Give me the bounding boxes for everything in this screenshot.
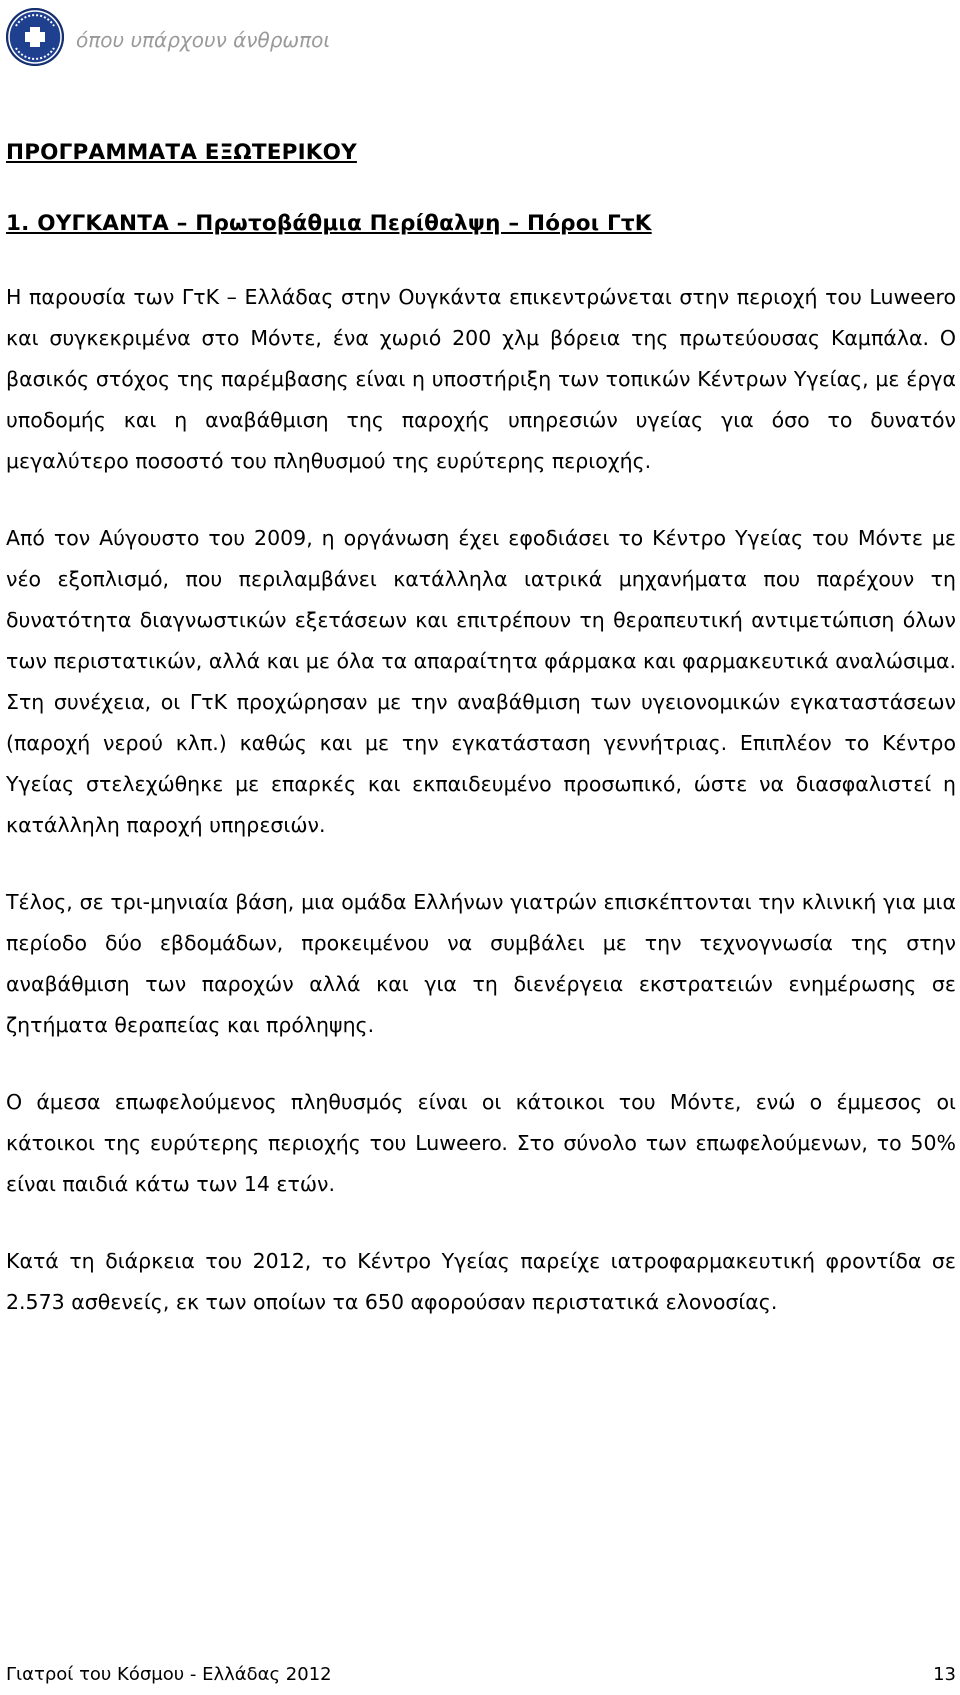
organization-logo (6, 8, 64, 66)
document-body (6, 140, 956, 1323)
section-title: ΠΡΟΓΡΑΜΜΑΤΑ ΕΞΩΤΕΡΙΚΟΥ (6, 140, 357, 165)
page-header (6, 6, 330, 68)
footer-organization: Γιατροί του Κόσμου - Ελλάδας 2012 (6, 1664, 332, 1685)
paragraph-5: Κατά τη διάρκεια του 2012, το Κέντρο Υγείας παρείχε ιατροφαρμακευτική φροντίδα σε 2.573 ασθενείς, εκ των οποίων τα 650 αφορούσαν περιστατικά ελονοσίας. (6, 1249, 956, 1314)
logo-cross-icon (6, 8, 64, 66)
paragraph-2: Από τον Αύγουστο του 2009, η οργάνωση έχει εφοδιάσει το Κέντρο Υγείας του Μόντε με νέο εξοπλισμό, που περιλαμβάνει κατάλληλα ιατρικά μηχανήματα που παρέχουν τη δυνατότητα διαγνωστικών εξετάσεων και επιτρέπουν τη θεραπευτική αντιμετώπιση όλων των περιστατικών, αλλά και με όλα τα απαραίτητα φάρμακα και φαρμακευτικά αναλώσιμα. Στη συνέχεια, οι ΓτΚ προχώρησαν με την αναβάθμιση των υγειονομικών εγκαταστάσεων (παροχή νερού κλπ.) καθώς και με την εγκατάσταση γεννήτριας. Επιπλέον το Κέντρο Υγείας στελεχώθηκε με επαρκές και εκπαιδευμένο προσωπικό, ώστε να διασφαλιστεί η κατάλληλη παροχή υπηρεσιών. (6, 526, 956, 837)
page-footer (6, 1664, 956, 1685)
page-number: 13 (933, 1664, 956, 1685)
paragraph-4: Ο άμεσα επωφελούμενος πληθυσμός είναι οι κάτοικοι του Μόντε, ενώ ο έμμεσος οι κάτοικοι της ευρύτερης περιοχής του Luweero. Στο σύνολο των επωφελούμενων, το 50% είναι παιδιά κάτω των 14 ετών. (6, 1090, 956, 1196)
paragraph-3: Τέλος, σε τρι-μηνιαία βάση, μια ομάδα Ελλήνων γιατρών επισκέπτονται την κλινική για μια περίοδο δύο εβδομάδων, προκειμένου να συμβάλει με την τεχνογνωσία της στην αναβάθμιση των παροχών αλλά και για τη διενέργεια εκστρατειών ενημέρωσης σε ζητήματα θεραπείας και πρόληψης. (6, 890, 956, 1037)
program-heading: 1. ΟΥΓΚΑΝΤΑ – Πρωτοβάθμια Περίθαλψη – Πόροι ΓτΚ (6, 211, 652, 236)
paragraph-1: Η παρουσία των ΓτΚ – Ελλάδας στην Ουγκάντα επικεντρώνεται στην περιοχή του Luweero και συγκεκριμένα στο Μόντε, ένα χωριό 200 χλμ βόρεια της πρωτεύουσας Καμπάλα. Ο βασικός στόχος της παρέμβασης είναι η υποστήριξη των τοπικών Κέντρων Υγείας, με έργα υποδομής και η αναβάθμιση της παροχής υπηρεσιών υγείας για όσο το δυνατόν μεγαλύτερο ποσοστό του πληθυσμού της ευρύτερης περιοχής. (6, 285, 956, 473)
organization-slogan: όπου υπάρχουν άνθρωποι (76, 28, 331, 52)
